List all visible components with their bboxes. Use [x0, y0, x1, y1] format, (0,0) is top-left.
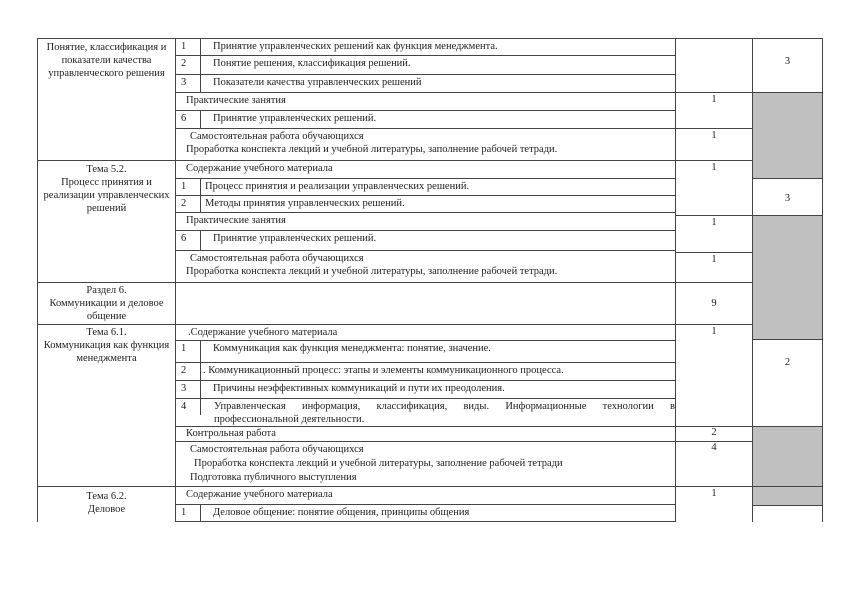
- content-item: Понятие решения, классификация решений.: [200, 55, 676, 75]
- topic-title: Деловое: [87, 504, 126, 515]
- hours-cell: 1: [675, 92, 753, 129]
- item-number: 3: [175, 74, 201, 93]
- section-number: Раздел 6.: [86, 285, 127, 296]
- content-item: Коммуникация как функция менеджмента: понятие, значение.: [200, 340, 676, 363]
- item-number: 1: [175, 178, 201, 196]
- content-header: .Содержание учебного материала: [175, 324, 676, 341]
- item-number: 4: [176, 399, 201, 415]
- topic-title: Процесс принятия и реализации управленческих решений: [43, 177, 170, 214]
- level-cell-shaded: [752, 215, 823, 340]
- topic-5-2: [37, 160, 176, 283]
- hours-cell: 2: [675, 426, 753, 442]
- item-number: 6: [175, 230, 201, 251]
- self-study-task: Проработка конспекта лекций и учебной литературы, заполнение рабочей тетради: [194, 458, 563, 469]
- hours-cell: [675, 38, 753, 93]
- content-item: Деловое общение: понятие общения, принципы общения: [200, 504, 676, 522]
- topic-number: Тема 6.1.: [86, 327, 127, 338]
- item-number: 3: [175, 380, 201, 399]
- topic-5-1: [37, 38, 176, 161]
- hours-cell: 4: [675, 441, 753, 487]
- self-study-task: Проработка конспекта лекций и учебной литературы, заполнение рабочей тетради.: [186, 144, 558, 155]
- content-item: Причины неэффективных коммуникаций и пути их преодоления.: [200, 380, 676, 399]
- level-cell-shaded: [752, 486, 823, 506]
- content-item: Принятие управленческих решений как функция менеджмента.: [200, 38, 676, 56]
- level-cell: 3: [752, 38, 823, 93]
- level-cell-shaded: [752, 92, 823, 179]
- content-item: Принятие управленческих решений.: [200, 230, 676, 251]
- content-item-4: [175, 398, 676, 427]
- item-number: 2: [175, 195, 201, 213]
- content-item: Принятие управленческих решений.: [200, 110, 676, 129]
- content-header: Содержание учебного материала: [175, 160, 676, 179]
- hours-cell: 1: [675, 128, 753, 161]
- hours-cell: 1: [675, 324, 753, 427]
- content-header: Содержание учебного материала: [175, 486, 676, 505]
- hours-cell: 9: [675, 282, 753, 325]
- self-study: [175, 250, 676, 283]
- content-item: Методы принятия управленческих решений.: [200, 195, 676, 213]
- level-cell-shaded: [752, 426, 823, 487]
- practical-header: Практические занятия: [175, 212, 676, 231]
- self-study: [175, 128, 676, 161]
- self-study-title: Самостоятельная работа обучающихся: [190, 253, 364, 264]
- test-work: Контрольная работа: [175, 426, 676, 442]
- item-number: 1: [175, 340, 201, 363]
- hours-cell: 1: [675, 486, 753, 522]
- content-item: . Коммуникационный процесс: этапы и элементы коммуникационного процесса.: [200, 362, 676, 381]
- self-study-title: Самостоятельная работа обучающихся: [190, 444, 364, 455]
- hours-cell: 1: [675, 160, 753, 216]
- topic-6-1: [37, 324, 176, 487]
- level-cell: [752, 505, 823, 522]
- level-cell: 2: [752, 339, 823, 427]
- section-empty-cell: [175, 282, 676, 325]
- content-item: Процесс принятия и реализации управленческих решений.: [200, 178, 676, 196]
- topic-title: Коммуникация как функция менеджмента: [43, 340, 170, 364]
- self-study-task: Подготовка публичного выступления: [190, 472, 357, 483]
- item-number: 2: [175, 362, 201, 381]
- hours-cell: 1: [675, 252, 753, 283]
- content-item: Показатели качества управленческих решений: [200, 74, 676, 93]
- self-study-title: Самостоятельная работа обучающихся: [190, 131, 364, 142]
- section-6: [37, 282, 176, 325]
- topic-number: Тема 5.2.: [86, 164, 127, 175]
- content-item: Управленческая информация, классификация, виды. Информационные технологии в профессиональной деятельности.: [214, 401, 675, 425]
- item-number: 2: [175, 55, 201, 75]
- self-study: [175, 441, 676, 487]
- topic-number: Тема 6.2.: [86, 491, 127, 502]
- item-number: 1: [175, 504, 201, 522]
- item-number: 1: [175, 38, 201, 56]
- section-title: Коммуникации и деловое общение: [49, 298, 164, 322]
- self-study-task: Проработка конспекта лекций и учебной литературы, заполнение рабочей тетради.: [186, 266, 558, 277]
- hours-cell: 1: [675, 215, 753, 253]
- item-number: 6: [175, 110, 201, 129]
- topic-6-2: [37, 486, 176, 522]
- level-cell: 3: [752, 178, 823, 216]
- practical-header: Практические занятия: [175, 92, 676, 111]
- topic-title: Понятие, классификация и показатели качества управленческого решения: [46, 42, 167, 79]
